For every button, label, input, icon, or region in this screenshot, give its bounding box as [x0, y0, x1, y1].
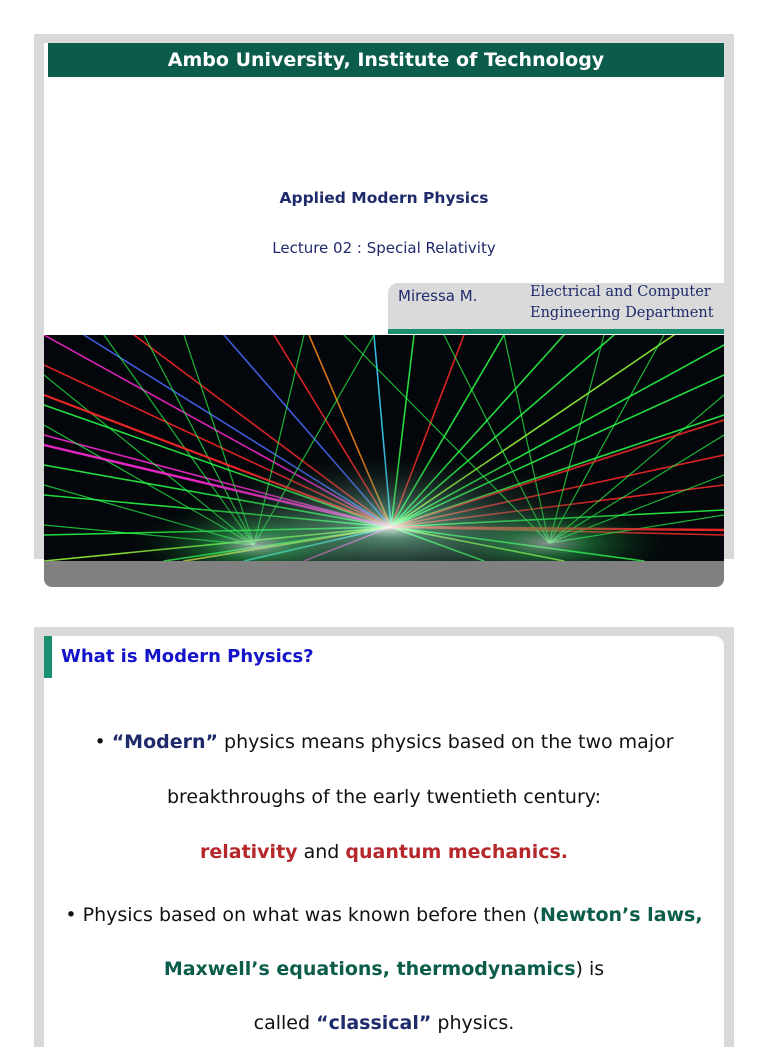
slide-heading: What is Modern Physics?: [61, 646, 314, 667]
term-classical: “classical”: [316, 1012, 432, 1034]
term-newtons-laws: Newton’s laws,: [540, 904, 703, 926]
department-line-2: Engineering Department: [530, 305, 714, 321]
paragraph-3: [44, 841, 724, 863]
paragraph-4: [44, 904, 724, 926]
term-relativity: relativity: [199, 841, 298, 863]
term-maxwell-thermo: Maxwell’s equations, thermodynamics: [163, 958, 576, 980]
institution-title: Ambo University, Institute of Technology: [48, 43, 724, 77]
content-slide: [34, 627, 734, 1047]
department: [530, 282, 714, 324]
title-slide: [34, 34, 734, 559]
heading-accent-bar: [44, 636, 52, 678]
department-line-1: Electrical and Computer: [530, 284, 711, 300]
paragraph-6-end: physics.: [431, 1012, 515, 1034]
paragraph-5: [44, 958, 724, 980]
conjunction: and: [297, 841, 346, 863]
slide-footer-bar: [44, 561, 724, 587]
paragraph-4-text: • Physics based on what was known before then (: [65, 904, 541, 926]
paragraph-1: [44, 731, 724, 753]
term-quantum-mechanics: quantum mechanics.: [345, 841, 568, 863]
paragraph-6: [44, 1012, 724, 1034]
author-name: Miressa M.: [398, 287, 478, 305]
laser-light-image: [44, 335, 724, 561]
bullet: •: [94, 731, 112, 753]
lecture-title: Lecture 02 : Special Relativity: [272, 239, 496, 257]
paragraph-6-text: called: [253, 1012, 317, 1034]
content-slide-body: [44, 636, 724, 1056]
author-panel-accent: [388, 329, 724, 334]
paragraph-2: breakthroughs of the early twentieth century:: [166, 786, 602, 808]
title-slide-content: [44, 43, 724, 550]
term-modern: “Modern”: [111, 731, 219, 753]
paragraph-1-text: physics means physics based on the two major: [218, 731, 674, 753]
paragraph-5-text: ) is: [575, 958, 605, 980]
course-title: Applied Modern Physics: [279, 189, 489, 207]
